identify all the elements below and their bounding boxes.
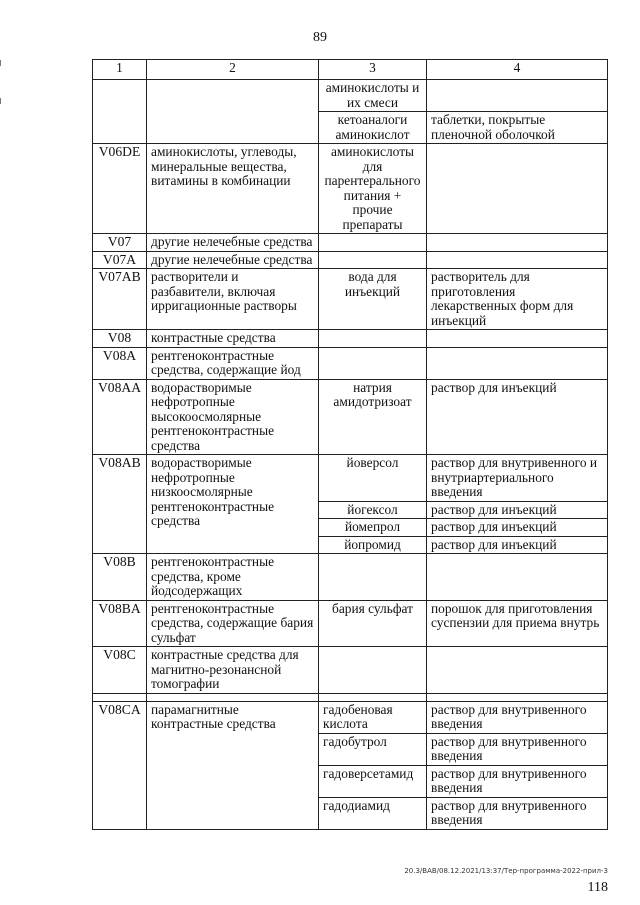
table-header-row	[93, 60, 608, 80]
atc-group-name: рентгеноконтрастные средства, содержащие йод	[147, 347, 319, 379]
dosage-form: раствор для внутривенного введения	[427, 701, 608, 733]
atc-group-name: парамагнитные контрастные средства	[147, 701, 319, 829]
atc-group-name: растворители и разбавители, включая ирригационные растворы	[147, 269, 319, 330]
dosage-form: растворитель для приготовления лекарственных форм для инъекций	[427, 269, 608, 330]
table-row	[93, 330, 608, 348]
atc-group-name: водорастворимые нефротропные низкоосмолярные рентгеноконтрастные средства	[147, 455, 319, 554]
atc-group-name: контрастные средства	[147, 330, 319, 348]
atc-group-name: другие нелечебные средства	[147, 251, 319, 269]
table-row	[93, 554, 608, 601]
dosage-form: раствор для внутривенного введения	[427, 733, 608, 765]
atc-group-name: рентгеноконтрастные средства, кроме йодсодержащих	[147, 554, 319, 601]
atc-code: V08BA	[93, 600, 147, 647]
dosage-form: раствор для внутривенного введения	[427, 765, 608, 797]
table-spacer-row	[93, 693, 608, 701]
margin-mark	[0, 98, 1, 104]
dosage-form: раствор для инъекций	[427, 519, 608, 537]
page-number-bottom: 118	[587, 880, 608, 895]
atc-code: V07AB	[93, 269, 147, 330]
atc-code: V08B	[93, 554, 147, 601]
atc-group-name: контрастные средства для магнитно-резонансной томографии	[147, 647, 319, 694]
margin-mark	[0, 60, 1, 66]
drug-name: гадоверсетамид	[319, 765, 427, 797]
drug-name: йопромид	[319, 536, 427, 554]
table-row	[93, 647, 608, 694]
drug-name: кетоаналоги аминокислот	[319, 112, 427, 144]
atc-group-name: водорастворимые нефротропные высокоосмолярные рентгеноконтрастные средства	[147, 379, 319, 455]
atc-code: V08AB	[93, 455, 147, 554]
column-header: 2	[147, 60, 319, 80]
atc-code: V08	[93, 330, 147, 348]
dosage-form: раствор для инъекций	[427, 501, 608, 519]
drug-name: йогексол	[319, 501, 427, 519]
table-row	[93, 269, 608, 330]
atc-group-name: аминокислоты, углеводы, минеральные вещества, витамины в комбинации	[147, 144, 319, 234]
atc-code: V08A	[93, 347, 147, 379]
atc-group-name: рентгеноконтрастные средства, содержащие бария сульфат	[147, 600, 319, 647]
dosage-form: раствор для внутривенного и внутриартериального введения	[427, 455, 608, 502]
drug-name: гадобутрол	[319, 733, 427, 765]
dosage-form: порошок для приготовления суспензии для приема внутрь	[427, 600, 608, 647]
drug-name: гадодиамид	[319, 797, 427, 829]
table-row	[93, 701, 608, 733]
table-row	[93, 347, 608, 379]
drug-name: натрия амидотризоат	[319, 379, 427, 455]
drug-name: йомепрол	[319, 519, 427, 537]
table-row	[93, 600, 608, 647]
drug-name: аминокислоты для парентерального питания + прочие препараты	[319, 144, 427, 234]
page-number-top: 89	[313, 30, 327, 45]
drug-name: вода для инъекций	[319, 269, 427, 330]
drug-name: бария сульфат	[319, 600, 427, 647]
table-row	[93, 234, 608, 252]
column-header: 4	[427, 60, 608, 80]
drug-name: гадобеновая кислота	[319, 701, 427, 733]
table-row	[93, 379, 608, 455]
dosage-form: раствор для инъекций	[427, 536, 608, 554]
atc-code: V07A	[93, 251, 147, 269]
column-header: 3	[319, 60, 427, 80]
table-row	[93, 251, 608, 269]
atc-code: V07	[93, 234, 147, 252]
table-row	[93, 455, 608, 502]
drug-name: аминокислоты и их смеси	[319, 80, 427, 112]
atc-code: V08AA	[93, 379, 147, 455]
atc-code: V08C	[93, 647, 147, 694]
table-row	[93, 80, 608, 112]
atc-group-name: другие нелечебные средства	[147, 234, 319, 252]
atc-code: V08CA	[93, 701, 147, 829]
column-header: 1	[93, 60, 147, 80]
document-stamp: 20.3/ВАВ/08.12.2021/13:37/Тер-программа-2022-прил-3	[404, 867, 608, 875]
drug-classification-table	[92, 59, 608, 830]
table-row	[93, 144, 608, 234]
atc-code: V06DE	[93, 144, 147, 234]
drug-name: йоверсол	[319, 455, 427, 502]
dosage-form: таблетки, покрытые пленочной оболочкой	[427, 112, 608, 144]
dosage-form: раствор для внутривенного введения	[427, 797, 608, 829]
dosage-form: раствор для инъекций	[427, 379, 608, 455]
